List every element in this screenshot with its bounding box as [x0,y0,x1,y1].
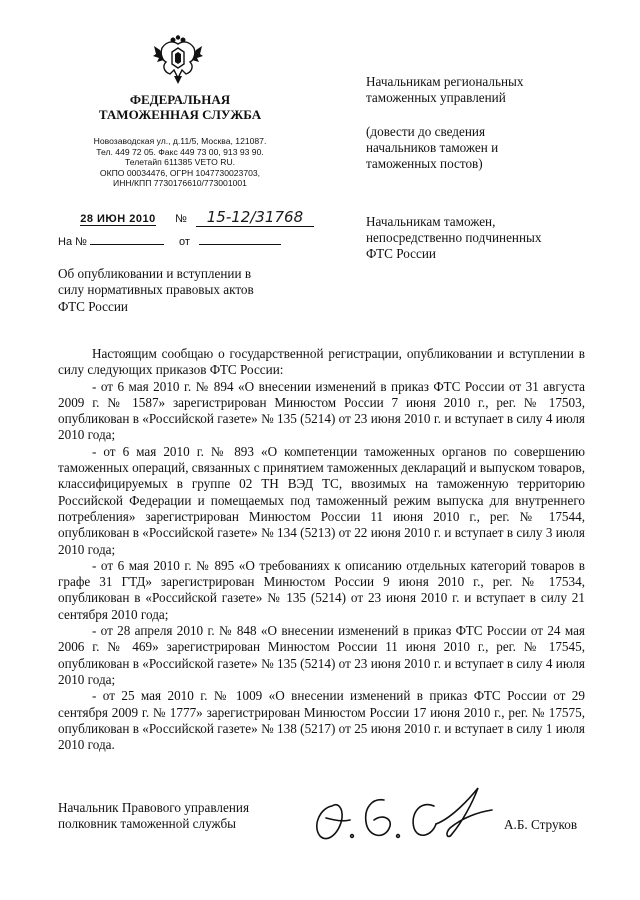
document-number: 15-12/31768 [196,208,314,227]
number-label: № [175,213,187,225]
addressee-line: Начальникам таможен, [366,214,496,229]
org-name [40,92,320,122]
signer-name: А.Б. Струков [504,817,578,832]
body-paragraph-order: - от 6 мая 2010 г. № 895 «О требованиях к описанию отдельных категорий товаров в графе 31 ГТД» зарегистрирован Минюстом России 9 июня 2010 г., рег. № 17534, опубликован в «Российской газете» № 135 (5214) от 23 июня 2010 г. и вступает в силу 21 сентября 2010 года; [58,557,585,622]
reference-label: На № [58,236,87,248]
coat-of-arms-emblem [152,34,204,86]
addressee-line: (довести до сведения [366,124,486,139]
subject-line: силу нормативных правовых актов [58,282,254,298]
addressee-line: таможенных постов) [366,156,483,172]
addressee-block-customs [366,214,606,263]
subject-line: Об опубликовании и вступлении в [58,266,252,281]
signer-title [58,800,298,832]
reference-date-blank [199,244,281,245]
document-date: 28 ИЮН 2010 [80,213,156,225]
reference-from-label: от [179,236,190,248]
addressee-line: ФТС России [366,246,436,262]
addressee-line: Начальникам региональных [366,74,524,89]
signer-title-line2: полковник таможенной службы [58,816,237,832]
org-name-line1: ФЕДЕРАЛЬНАЯ [129,92,231,107]
contact-line: ИНН/КПП 7730176610/773001001 [113,178,247,189]
contact-line: Телетайп 611385 VETO RU. [124,157,236,168]
addressee-line: непосредственно подчиненных [366,230,542,246]
addressee-line: начальников таможен и [366,140,499,156]
reference-line [58,236,328,248]
body-paragraph-order: - от 25 мая 2010 г. № 1009 «О внесении изменений в приказ ФТС России от 29 сентября 2009 г. № 1777» зарегистрирован Минюстом России 17 июня 2010 г., рег. № 17575, опубликован в «Российской газете» № 138 (5217) от 25 июня 2010 г. и вступает в силу 1 июля 2010 года. [58,688,585,753]
addressee-block-regional [366,74,606,106]
reference-number-blank [90,244,164,245]
contact-line: Новозаводская ул., д.11/5, Москва, 121087. [93,136,267,146]
subject-line: ФТС России [58,298,128,314]
signer-title-line1: Начальник Правового управления [58,800,250,815]
handwritten-signature [302,778,502,856]
letter-body [58,346,585,753]
body-paragraph-order: - от 6 мая 2010 г. № 894 «О внесении изменений в приказ ФТС России от 31 августа 2009 г. № 1587» зарегистрирован Минюстом России 7 июня 2010 г., рег. № 17503, опубликован в «Российской газете» № 135 (5214) от 23 июня 2010 г. и вступает в силу 4 июля 2010 года; [58,378,585,443]
contact-line: Тел. 449 72 05. Факс 449 73 00, 913 93 90. [96,146,264,157]
body-paragraph-intro: Настоящим сообщаю о государственной регистрации, опубликовании и вступлении в силу следующих приказов ФТС России: [58,346,585,378]
addressee-block-note [366,124,606,173]
org-name-line2: ТАМОЖЕННАЯ СЛУЖБА [98,107,262,122]
letter-subject [58,266,318,315]
org-contact [40,136,320,189]
registration-line [80,208,340,227]
addressee-line: таможенных управлений [366,90,506,106]
contact-line: ОКПО 00034476, ОГРН 1047730023703, [99,167,261,178]
body-paragraph-order: - от 6 мая 2010 г. № 893 «О компетенции таможенных органов по совершению таможенных операций, связанных с принятием таможенных деклараций и выпуском товаров, классифицируемых в группе 02 ТН ВЭД ТС, ввозимых на таможенную территорию Российской Федерации и помещаемых под таможенный режим выпуска для внутреннего потребления» зарегистрирован Минюстом России 11 июня 2010 г., рег. № 17544, опубликован в «Российской газете» № 134 (5213) от 22 июня 2010 г. и вступает в силу 3 июля 2010 года; [58,443,585,557]
body-paragraph-order: - от 28 апреля 2010 г. № 848 «О внесении изменений в приказ ФТС России от 24 мая 2006 г. № 469» зарегистрирован Минюстом России 11 июня 2010 г., рег. № 17545, опубликован в «Российской газете» № 135 (5214) от 23 июня 2010 г. и вступает в силу 4 июля 2010 года; [58,623,585,687]
